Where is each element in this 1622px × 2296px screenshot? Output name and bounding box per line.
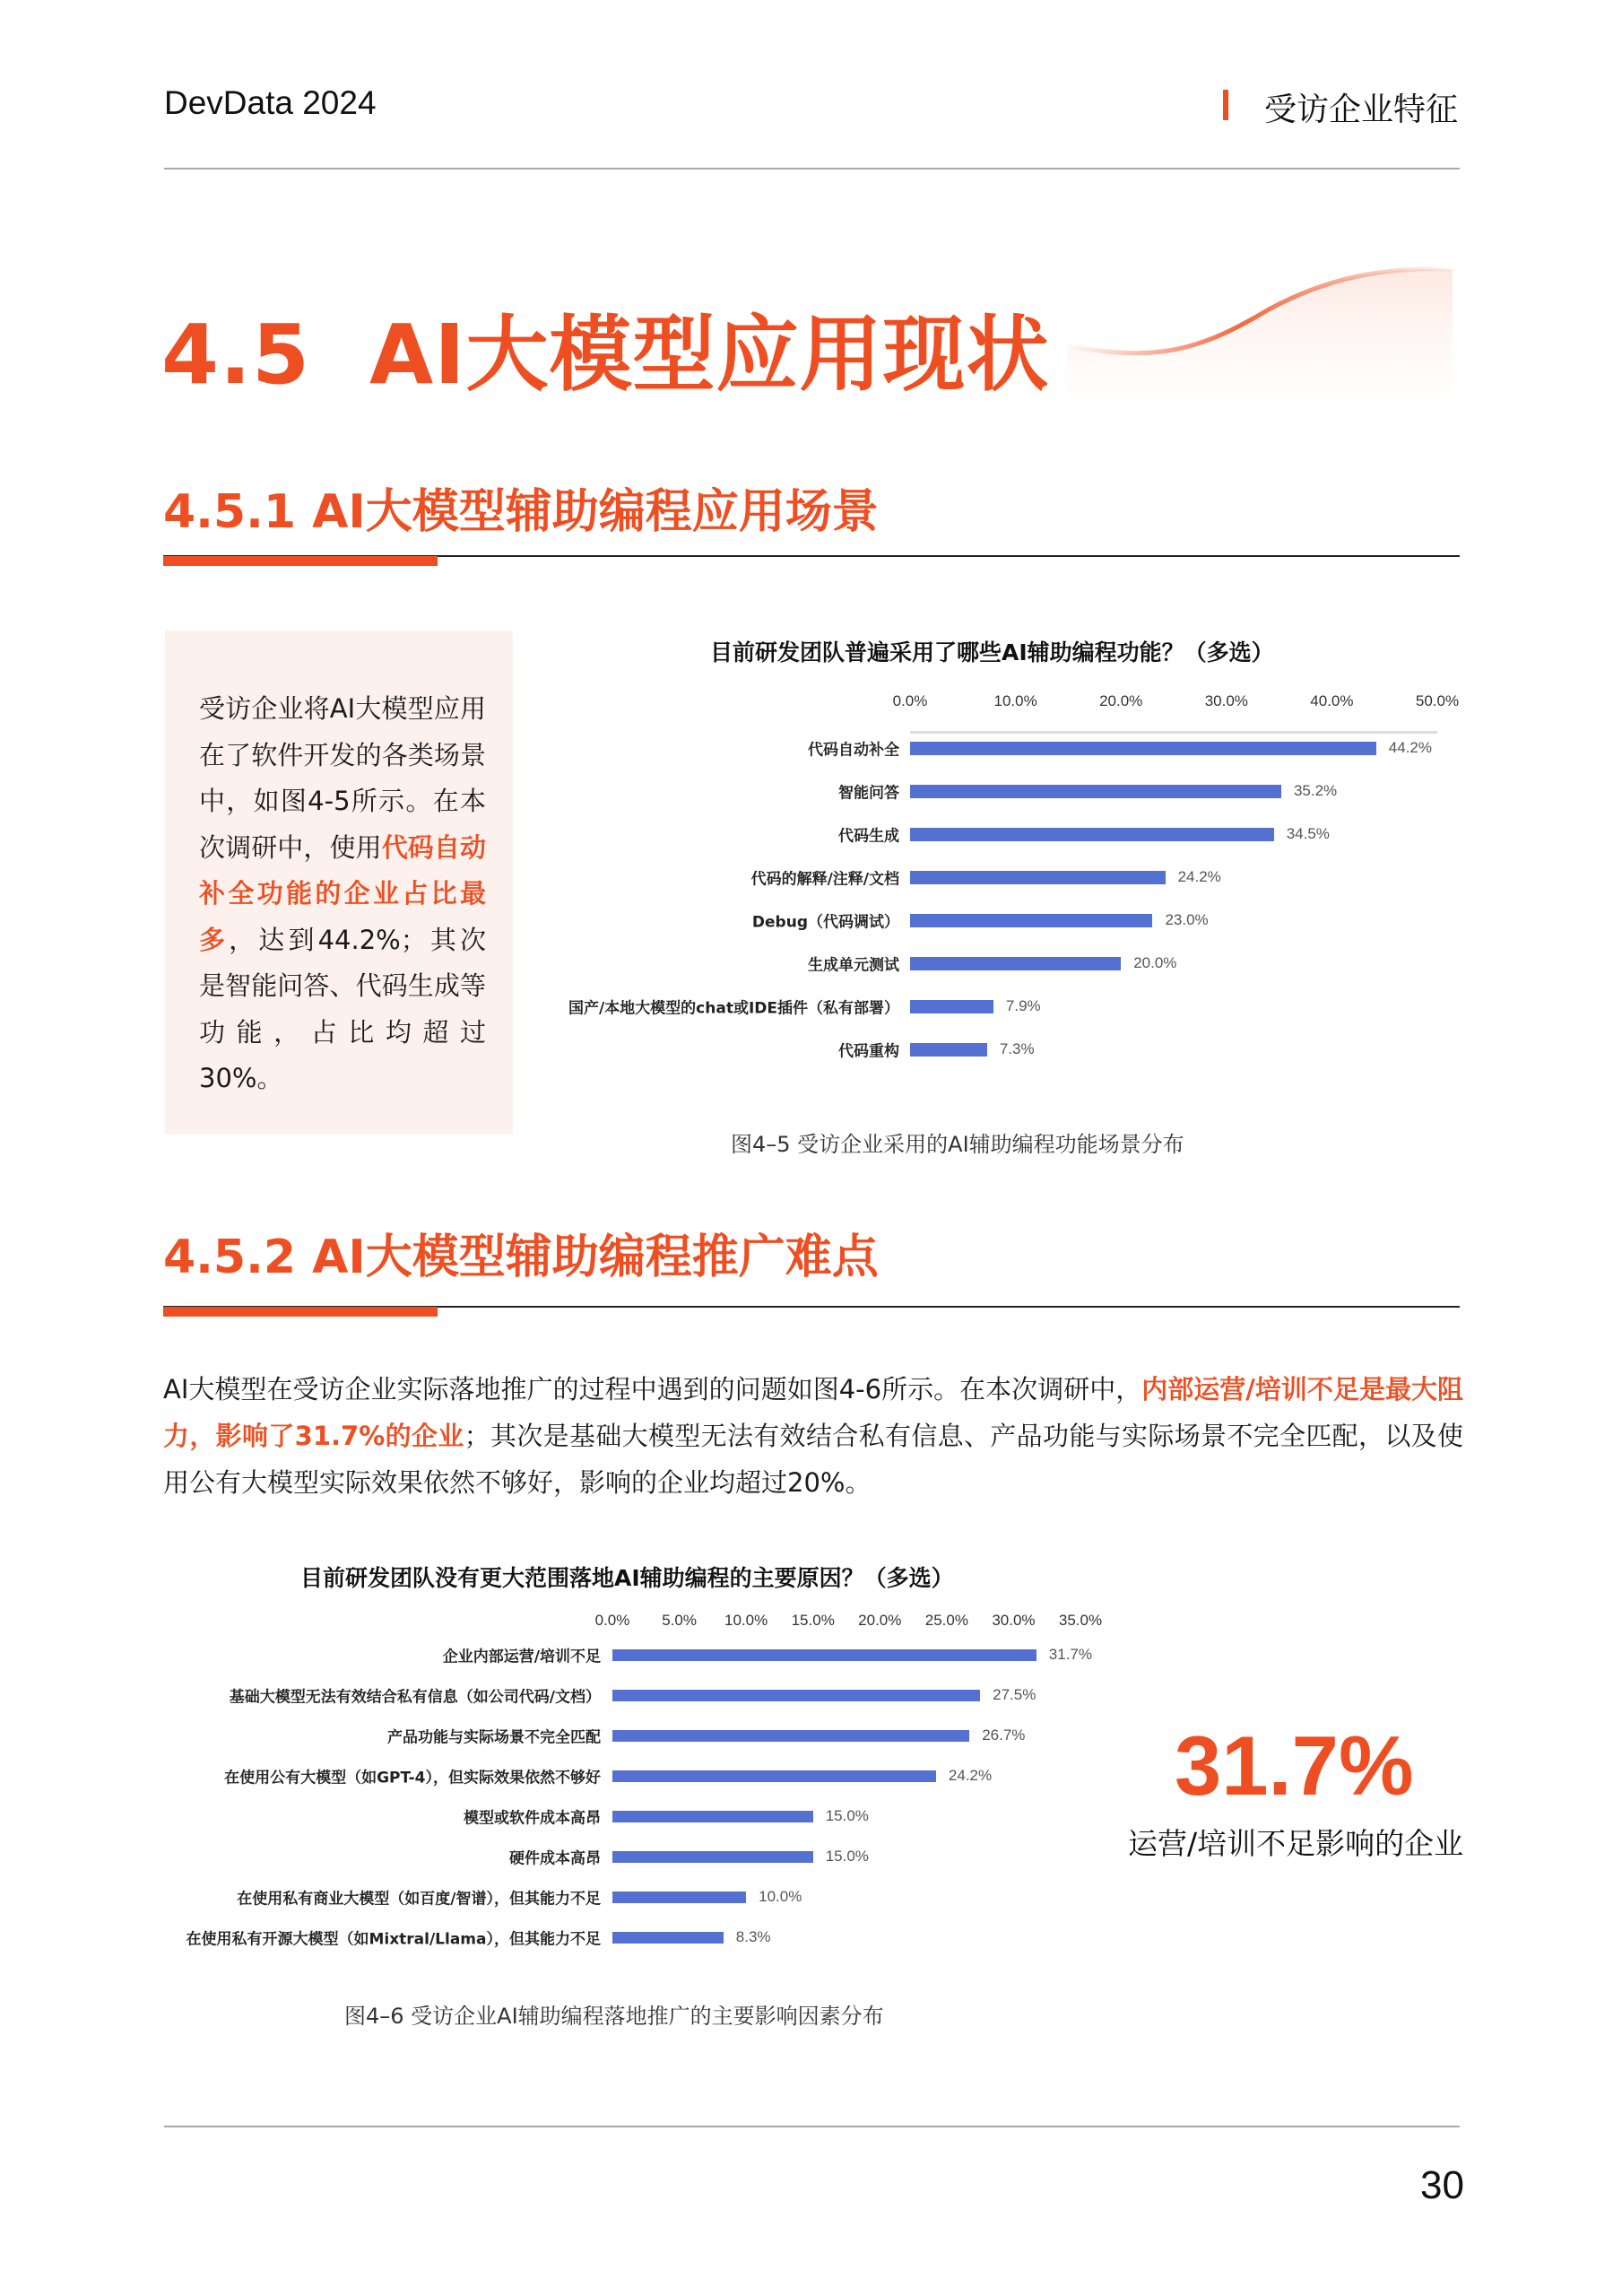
category-label: 硬件成本高昂: [509, 1849, 601, 1868]
value-label: 27.5%: [993, 1686, 1037, 1703]
data-bar: [612, 1649, 1037, 1661]
summary-callout: [165, 631, 513, 1135]
category-label: 代码重构: [838, 1042, 899, 1061]
x-tick-label: 30.0%: [992, 1612, 1036, 1629]
value-label: 23.0%: [1165, 911, 1209, 928]
subsection-accent-1: [163, 556, 438, 566]
section-title: 4.5 AI大模型应用现状: [161, 307, 1050, 403]
value-label: 34.5%: [1286, 825, 1330, 842]
data-bar: [910, 1000, 993, 1013]
x-axis-line: [910, 731, 1437, 734]
chart-title: 目前研发团队普遍采用了哪些AI辅助编程功能？（多选）: [710, 639, 1274, 665]
header-accent-bar: [1223, 90, 1228, 120]
category-label: 产品功能与实际场景不完全匹配: [387, 1728, 601, 1747]
subsection-title-1: 4.5.1 AI大模型辅助编程应用场景: [163, 485, 879, 539]
category-label: 代码生成: [838, 827, 899, 846]
x-tick-label: 40.0%: [1310, 692, 1354, 709]
category-label: Debug（代码调试）: [751, 913, 899, 932]
data-bar: [612, 1690, 980, 1701]
x-tick-label: 10.0%: [993, 692, 1037, 709]
value-label: 10.0%: [759, 1888, 802, 1905]
header-divider: [164, 168, 1460, 170]
figure-caption-4-5: 图4–5 受访企业采用的AI辅助编程功能场景分布: [731, 1132, 1184, 1157]
chart-title: 目前研发团队没有更大范围落地AI辅助编程的主要原因？（多选）: [300, 1565, 954, 1591]
value-label: 31.7%: [1048, 1646, 1092, 1663]
data-bar: [612, 1932, 724, 1944]
report-name: DevData 2024: [164, 84, 377, 121]
highlight-stat-value: 31.7%: [1175, 1718, 1414, 1813]
data-bar: [910, 742, 1376, 755]
body-paragraph: [163, 1366, 1463, 1506]
chapter-name: 受访企业特征: [1264, 91, 1459, 128]
value-label: 24.2%: [948, 1767, 993, 1784]
highlight-stat-label: 运营/培训不足影响的企业: [1128, 1826, 1464, 1861]
figure-caption-4-6: 图4–6 受访企业AI辅助编程落地推广的主要影响因素分布: [344, 2004, 884, 2029]
x-tick-label: 0.0%: [892, 692, 928, 709]
x-tick-label: 30.0%: [1204, 692, 1248, 709]
paragraph-highlight: 内部运营/培训不足是最大阻力，影响了31.7%的企业: [163, 1374, 1463, 1451]
data-bar: [612, 1811, 813, 1822]
x-tick-label: 5.0%: [662, 1612, 697, 1629]
category-label: 国产/本地大模型的chat或IDE插件（私有部署）: [568, 999, 899, 1018]
subsection-title-2: 4.5.2 AI大模型辅助编程推广难点: [163, 1231, 879, 1284]
x-tick-label: 35.0%: [1058, 1612, 1103, 1629]
value-label: 44.2%: [1388, 739, 1432, 756]
data-bar: [910, 828, 1274, 841]
data-bar: [612, 1730, 969, 1742]
value-label: 7.3%: [999, 1040, 1035, 1057]
data-bar: [612, 1770, 936, 1782]
value-label: 26.7%: [982, 1726, 1026, 1744]
x-tick-label: 15.0%: [791, 1612, 835, 1629]
value-label: 24.2%: [1177, 868, 1221, 885]
x-tick-label: 25.0%: [924, 1612, 968, 1629]
category-label: 企业内部运营/培训不足: [442, 1648, 601, 1666]
callout-text: [199, 686, 486, 1102]
data-bar: [910, 914, 1152, 927]
value-label: 15.0%: [825, 1807, 869, 1824]
callout-text-post: ，达到44.2%；其次是智能问答、代码生成等功能，占比均超过30%。: [199, 924, 486, 1093]
category-label: 在使用私有商业大模型（如百度/智谱），但其能力不足: [237, 1890, 601, 1909]
paragraph-post: ；其次是基础大模型无法有效结合私有信息、产品功能与实际场景不完全匹配，以及使用公有大模型实际效果依然不够好，影响的企业均超过20%。: [163, 1421, 1463, 1498]
value-label: 8.3%: [735, 1928, 771, 1945]
category-label: 基础大模型无法有效结合私有信息（如公司代码/文档）: [229, 1688, 601, 1707]
category-label: 智能问答: [838, 784, 899, 803]
subsection-accent-2: [163, 1307, 438, 1317]
category-label: 生成单元测试: [808, 956, 899, 975]
category-label: 在使用私有开源大模型（如Mixtral/Llama），但其能力不足: [186, 1930, 601, 1949]
category-label: 模型或软件成本高昂: [464, 1809, 601, 1828]
x-tick-label: 10.0%: [724, 1612, 768, 1629]
decorative-swoosh-graphic: [1058, 251, 1488, 448]
value-label: 20.0%: [1133, 954, 1177, 971]
data-bar: [910, 785, 1281, 798]
x-tick-label: 20.0%: [858, 1612, 902, 1629]
category-label: 代码的解释/注释/文档: [750, 870, 899, 889]
page-number: 30: [1420, 2163, 1464, 2207]
footer-divider: [164, 2126, 1460, 2127]
data-bar: [910, 957, 1121, 970]
value-label: 7.9%: [1005, 997, 1041, 1014]
category-label: 代码自动补全: [808, 741, 899, 760]
x-tick-label: 0.0%: [594, 1612, 630, 1629]
category-label: 在使用公有大模型（如GPT-4），但实际效果依然不够好: [224, 1769, 601, 1787]
x-tick-label: 20.0%: [1099, 692, 1143, 709]
callout-text-pre: 受访企业将AI大模型应用在了软件开发的各类场景中，如图4-5所示。在本次调研中，使用: [199, 693, 486, 863]
data-bar: [910, 871, 1166, 884]
data-bar: [612, 1892, 746, 1903]
paragraph-pre: AI大模型在受访企业实际落地推广的过程中遇到的问题如图4-6所示。在本次调研中，: [163, 1374, 1142, 1405]
data-bar: [612, 1851, 813, 1863]
value-label: 35.2%: [1293, 782, 1338, 799]
data-bar: [910, 1043, 987, 1057]
x-tick-label: 50.0%: [1415, 692, 1460, 709]
callout-highlight: 代码自动补全功能的企业占比最多: [199, 831, 486, 955]
value-label: 15.0%: [825, 1848, 869, 1865]
